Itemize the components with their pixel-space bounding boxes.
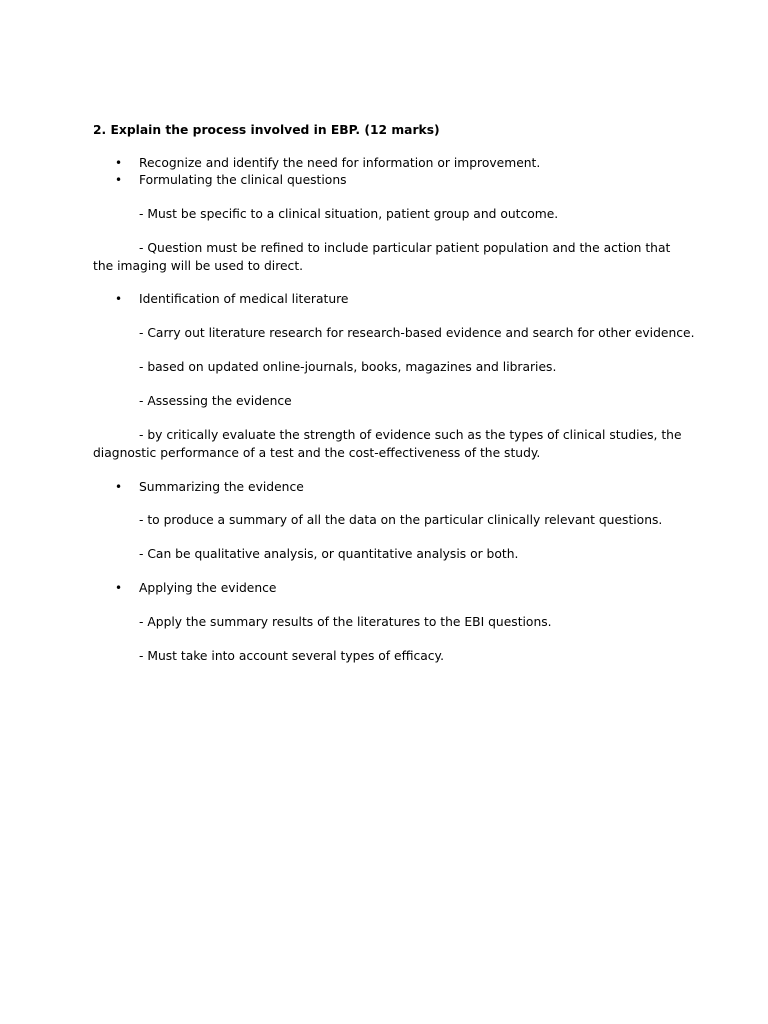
bullet-icon: • [115,173,123,187]
sub-point-text: - based on updated online-journals, books, magazines and libraries. [139,360,557,374]
bullet-icon: • [115,156,123,170]
bullet-item-text: Identification of medical literature [139,292,349,306]
sub-point-text: - Can be qualitative analysis, or quantitative analysis or both. [139,547,519,561]
sub-point-text: - Must take into account several types of efficacy. [139,649,444,663]
sub-point-text: - Apply the summary results of the literatures to the EBI questions. [139,615,552,629]
bullet-item-text: Summarizing the evidence [139,480,304,494]
bullet-icon: • [115,581,123,595]
question-heading: 2. Explain the process involved in EBP. (12 marks) [93,123,440,137]
bullet-icon: • [115,292,123,306]
sub-point-continuation: diagnostic performance of a test and the cost-effectiveness of the study. [93,446,541,460]
bullet-item-text: Formulating the clinical questions [139,173,347,187]
bullet-item-text: Recognize and identify the need for information or improvement. [139,156,541,170]
sub-point-text: - by critically evaluate the strength of evidence such as the types of clinical studies, the [139,428,682,442]
bullet-icon: • [115,480,123,494]
sub-point-text: - Question must be refined to include particular patient population and the action that [139,241,671,255]
sub-point-continuation: the imaging will be used to direct. [93,259,304,273]
sub-point-text: - to produce a summary of all the data on the particular clinically relevant questions. [139,513,663,527]
sub-point-text: - Carry out literature research for research-based evidence and search for other evidence. [139,326,695,340]
sub-point-text: - Must be specific to a clinical situation, patient group and outcome. [139,207,559,221]
sub-point-text: - Assessing the evidence [139,394,292,408]
bullet-item-text: Applying the evidence [139,581,277,595]
